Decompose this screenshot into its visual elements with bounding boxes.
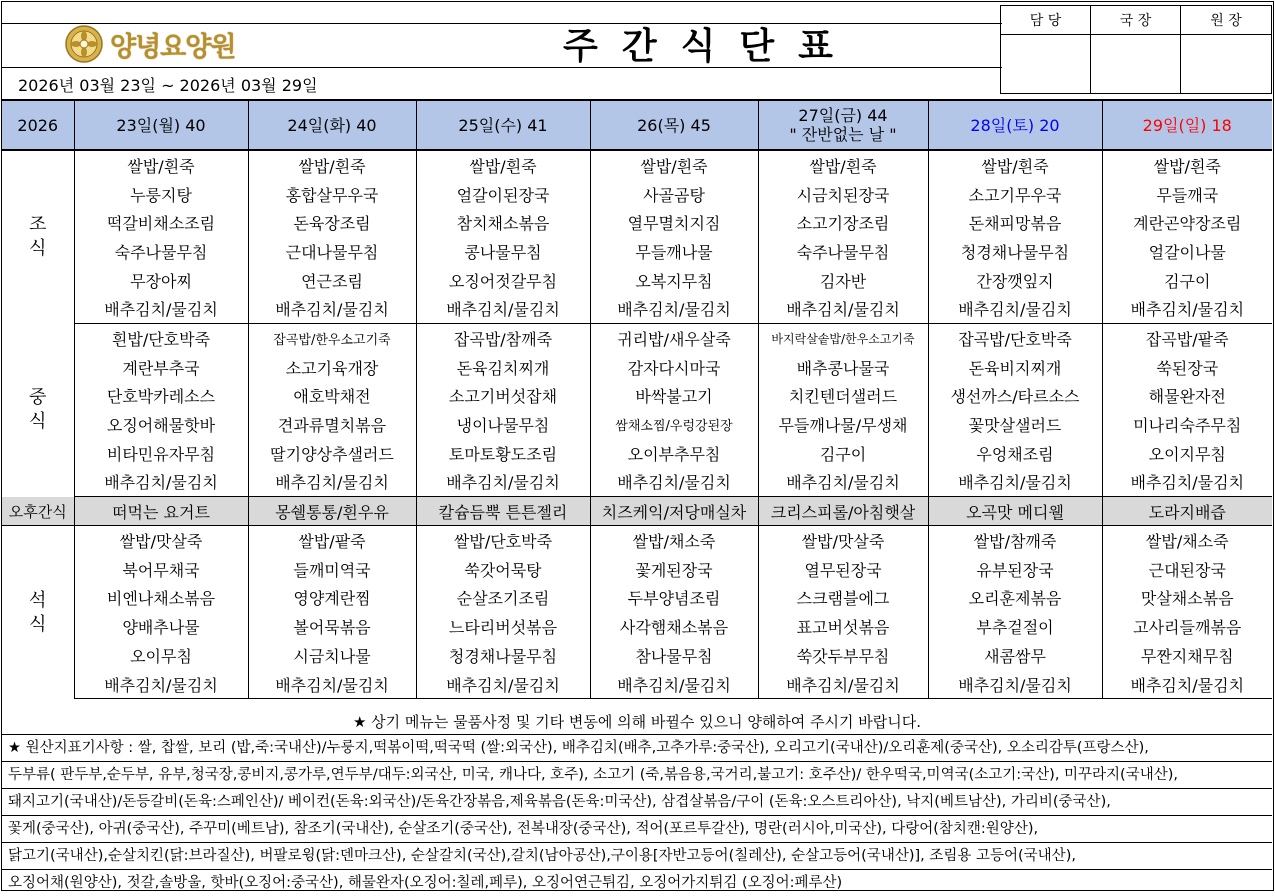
menu-cell: 배추김치/물김치 [758, 468, 928, 497]
day-header: 24일(화) 40 [248, 100, 416, 150]
menu-cell: 귀리밥/새우살죽 [590, 324, 758, 353]
menu-cell: 무들깨국 [1156, 185, 1219, 205]
dinner-row [2, 641, 1272, 670]
menu-cell: 배추김치/물김치 [928, 468, 1102, 497]
menu-cell: 딸기양상추샐러드 [248, 439, 416, 468]
snack-cell: 도라지배즙 [1102, 497, 1272, 526]
breakfast-row [2, 237, 1272, 266]
menu-cell: 볼어묵볶음 [248, 612, 416, 641]
lunch-row [2, 382, 1272, 411]
snack-cell: 칼슘듬뿍 튼튼젤리 [416, 497, 590, 526]
menu-cell: 연근조림 [248, 266, 416, 295]
menu-cell: 오징어젓갈무침 [416, 266, 590, 295]
breakfast-section [2, 150, 1272, 324]
menu-cell: 해물완자전 [1148, 387, 1226, 407]
header-rule [2, 23, 1002, 24]
menu-cell: 양배추나물 [74, 612, 248, 641]
menu-cell: 배추김치/물김치 [758, 294, 928, 323]
page-title: 주간식단표 [563, 26, 857, 67]
menu-cell: 얼갈이나물 [1148, 242, 1226, 262]
menu-cell: 홍합살무우국 [248, 180, 416, 209]
day-header: 25일(수) 41 [416, 100, 590, 150]
lunch-row [2, 468, 1272, 497]
approval-label: 원 장 [1181, 6, 1272, 35]
menu-cell: 유부된장국 [928, 555, 1102, 584]
menu-cell: 돈육장조림 [248, 208, 416, 237]
menu-cell: 배추김치/물김치 [416, 670, 590, 699]
menu-cell: 배추김치/물김치 [248, 294, 416, 323]
menu-cell: 오이부추무침 [590, 439, 758, 468]
menu-cell: 얼갈이된장국 [416, 180, 590, 209]
day-header-saturday: 28일(토) 20 [928, 100, 1102, 150]
menu-cell: 배추김치/물김치 [74, 294, 248, 323]
dinner-row [2, 612, 1272, 641]
meal-label-dinner: 석 식 [2, 526, 74, 699]
menu-cell: 들깨미역국 [248, 555, 416, 584]
menu-cell: 오이지무침 [1148, 444, 1226, 464]
menu-cell: 바싹불고기 [590, 382, 758, 411]
lunch-row [2, 439, 1272, 468]
year-cell: 2026 [2, 100, 74, 150]
menu-cell: 바지락살솥밥/한우소고기죽 [758, 324, 928, 353]
approval-sign-cell[interactable] [1181, 35, 1272, 94]
origin-line: 꽃게(중국산), 아귀(중국산), 주꾸미(베트남), 참조기(국내산), 순살조기(중국산), 전복내장(중국산), 적어(포르투갈산), 명란(러시아,미국산), 다랑어(참치캔:원양산), [2, 816, 1272, 843]
menu-cell: 배추김치/물김치 [1102, 294, 1272, 323]
menu-cell: 미나리숙주무침 [1133, 416, 1242, 436]
menu-cell: 쌀밥/흰죽 [248, 150, 416, 180]
menu-cell: 떡갈비채소조림 [74, 208, 248, 237]
breakfast-row [2, 180, 1272, 209]
menu-cell: 견과류멸치볶음 [248, 410, 416, 439]
menu-cell: 근대나물무침 [248, 237, 416, 266]
menu-cell: 근대된장국 [1148, 560, 1226, 580]
menu-cell: 소고기무우국 [928, 180, 1102, 209]
menu-cell: 흰밥/단호박죽 [74, 324, 248, 353]
menu-cell: 열무된장국 [758, 555, 928, 584]
dinner-section [2, 526, 1272, 699]
menu-cell: 스크램블에그 [758, 584, 928, 613]
day-header-sunday: 29일(일) 18 [1102, 100, 1272, 150]
menu-cell: 돈채피망볶음 [928, 208, 1102, 237]
menu-cell: 쑥된장국 [1156, 358, 1219, 378]
breakfast-row [2, 208, 1272, 237]
menu-cell: 청경채나물무침 [928, 237, 1102, 266]
logo-text: 양녕요양원 [110, 31, 236, 63]
menu-cell: 배추김치/물김치 [928, 294, 1102, 323]
menu-cell: 영양계란찜 [248, 584, 416, 613]
menu-cell: 시금치된장국 [758, 180, 928, 209]
menu-cell: 사각햄채소볶음 [590, 612, 758, 641]
menu-cell: 쌀밥/채소죽 [1145, 532, 1229, 552]
menu-cell: 배추김치/물김치 [416, 468, 590, 497]
menu-cell: 배추김치/물김치 [74, 468, 248, 497]
menu-cell: 김구이 [758, 439, 928, 468]
menu-cell: 쌀밥/흰죽 [1153, 156, 1221, 176]
menu-cell: 새콤쌈무 [928, 641, 1102, 670]
menu-cell: 돈육비지찌개 [928, 353, 1102, 382]
origin-line: 돼지고기(국내산)/돈등갈비(돈육:스페인산)/ 베이컨(돈육:외국산)/돈육간장볶음,제육볶음(돈육:미국산), 삼겹살볶음/구이 (돈육:오스트리아산), 낙지(베트남산), 가리비(중국산), [2, 789, 1272, 816]
menu-cell: 오리훈제볶음 [928, 584, 1102, 613]
menu-cell: 냉이나물무침 [416, 410, 590, 439]
menu-cell: 쌈채소찜/우렁강된장 [590, 410, 758, 439]
menu-cell: 참치채소볶음 [416, 208, 590, 237]
lotus-emblem-icon [64, 24, 104, 64]
approval-label: 담 당 [1001, 6, 1091, 35]
menu-cell: 감자다시마국 [590, 353, 758, 382]
menu-cell: 쑥갓두부무침 [758, 641, 928, 670]
menu-cell: 돈육김치찌개 [416, 353, 590, 382]
meal-label-breakfast: 조 식 [2, 150, 74, 324]
menu-cell: 소고기육개장 [248, 353, 416, 382]
menu-cell: 꽃맛살샐러드 [928, 410, 1102, 439]
menu-cell: 오복지무침 [590, 266, 758, 295]
menu-cell: 잡곡밥/팥죽 [1145, 329, 1229, 349]
snack-cell: 오곡맛 메디웰 [928, 497, 1102, 526]
menu-cell: 간장깻잎지 [928, 266, 1102, 295]
menu-cell: 비엔나채소볶음 [74, 584, 248, 613]
menu-cell: 열무멸치지짐 [590, 208, 758, 237]
menu-cell: 김구이 [1164, 271, 1211, 291]
header-rule [2, 67, 1002, 68]
snack-cell: 치즈케익/저당매실차 [590, 497, 758, 526]
menu-cell: 계란곤약장조림 [1133, 214, 1242, 234]
dinner-row [2, 555, 1272, 584]
menu-cell: 생선까스/타르소스 [928, 382, 1102, 411]
menu-cell: 쌀밥/흰죽 [758, 150, 928, 180]
menu-cell: 맛살채소볶음 [1140, 589, 1234, 609]
lunch-section [2, 324, 1272, 497]
snack-cell: 떠먹는 요거트 [74, 497, 248, 526]
menu-cell: 토마토황도조림 [416, 439, 590, 468]
notice-text: ★ 상기 메뉴는 물품사정 및 기타 변동에 의해 바뀔수 있으니 양해하여 주시기 바랍니다. [2, 710, 1272, 735]
date-range: 2026년 03월 23일 ~ 2026년 03월 29일 [18, 76, 318, 95]
menu-cell: 쌀밥/참깨죽 [928, 526, 1102, 555]
origin-line: 오징어채(원양산), 젓갈,솔방울, 핫바(오징어:중국산), 해물완자(오징어:칠레,페루), 오징어연근튀김, 오징어가지튀김 (오징어:페루산) [8, 875, 843, 891]
dinner-row [2, 670, 1272, 699]
menu-cell: 표고버섯볶음 [758, 612, 928, 641]
menu-cell: 잡곡밥/한우소고기죽 [248, 324, 416, 353]
approval-sign-cell[interactable] [1091, 35, 1181, 94]
meal-label-lunch: 중 식 [2, 324, 74, 497]
menu-cell: 배추김치/물김치 [590, 294, 758, 323]
menu-cell: 배추김치/물김치 [590, 468, 758, 497]
menu-cell: 잡곡밥/참깨죽 [416, 324, 590, 353]
menu-cell: 쌀밥/흰죽 [590, 150, 758, 180]
menu-cell: 숙주나물무침 [74, 237, 248, 266]
day-header [758, 100, 928, 150]
menu-cell: 참나물무침 [590, 641, 758, 670]
menu-cell: 쌀밥/흰죽 [74, 150, 248, 180]
snack-row [2, 497, 1272, 526]
menu-cell: 쌀밥/흰죽 [416, 150, 590, 180]
snack-cell: 크리스피롤/아침햇살 [758, 497, 928, 526]
day-header: 23일(월) 40 [74, 100, 248, 150]
menu-cell: 소고기버섯잡채 [416, 382, 590, 411]
menu-cell: 쌀밥/흰죽 [928, 150, 1102, 180]
menu-cell: 쌀밥/팥죽 [248, 526, 416, 555]
menu-cell: 부추겉절이 [928, 612, 1102, 641]
origin-line: ★ 원산지표기사항 : 쌀, 찹쌀, 보리 (밥,죽:국내산)/누룽지,떡볶이떡,떡국떡 (쌀:외국산), 배추김치(배추,고추가루:중국산), 오리고기(국내산)/오리훈제(중국산), 오소리감투(프랑스산), [2, 735, 1272, 762]
menu-cell: 치킨텐더샐러드 [758, 382, 928, 411]
menu-cell: 느타리버섯볶음 [416, 612, 590, 641]
lunch-row [2, 410, 1272, 439]
menu-cell: 비타민유자무침 [74, 439, 248, 468]
lunch-row [2, 353, 1272, 382]
menu-cell: 오이무침 [74, 641, 248, 670]
breakfast-row [2, 294, 1272, 323]
menu-cell: 배추김치/물김치 [74, 670, 248, 699]
menu-cell: 잡곡밥/단호박죽 [928, 324, 1102, 353]
notes-section [2, 710, 1272, 896]
menu-cell: 애호박채전 [248, 382, 416, 411]
menu-cell: 배추김치/물김치 [928, 670, 1102, 699]
menu-cell: 두부양념조림 [590, 584, 758, 613]
menu-cell: 무들깨나물/무생채 [758, 410, 928, 439]
day-header: 26(목) 45 [590, 100, 758, 150]
menu-cell: 콩나물무침 [416, 237, 590, 266]
menu-table [2, 99, 1272, 699]
menu-cell: 배추김치/물김치 [758, 670, 928, 699]
menu-cell: 배추김치/물김치 [248, 670, 416, 699]
approval-sign-cell[interactable] [1001, 35, 1091, 94]
lunch-row [2, 324, 1272, 353]
menu-cell: 소고기장조림 [758, 208, 928, 237]
logo [64, 24, 235, 64]
menu-cell: 배추콩나물국 [758, 353, 928, 382]
approval-label: 국 장 [1091, 6, 1181, 35]
menu-cell: 고사리들깨볶음 [1133, 618, 1242, 638]
menu-cell: 순살조기조림 [416, 584, 590, 613]
breakfast-row [2, 150, 1272, 180]
menu-cell: 시금치나물 [248, 641, 416, 670]
menu-cell: 무들깨나물 [590, 237, 758, 266]
origin-line: 닭고기(국내산),순살치킨(닭:브라질산), 버팔로윙(닭:덴마크산), 순살갈치(국산),갈치(남아공산),구이용[자반고등어(칠레산), 순살고등어(국내산)], 조림용 고등어(국내산), [2, 843, 1272, 870]
menu-cell: 계란부추국 [74, 353, 248, 382]
dinner-row [2, 584, 1272, 613]
menu-cell: 숙주나물무침 [758, 237, 928, 266]
menu-cell: 쌀밥/맛살죽 [758, 526, 928, 555]
day-header-row [2, 100, 1272, 150]
menu-cell: 무장아찌 [74, 266, 248, 295]
menu-cell: 사골곰탕 [590, 180, 758, 209]
day-header-note: " 잔반없는 날 " [789, 125, 897, 144]
menu-cell: 배추김치/물김치 [590, 670, 758, 699]
approval-box [1000, 5, 1272, 94]
menu-cell: 북어무채국 [74, 555, 248, 584]
menu-cell: 쌀밥/맛살죽 [74, 526, 248, 555]
snack-cell: 몽쉘통통/흰우유 [248, 497, 416, 526]
menu-cell: 배추김치/물김치 [416, 294, 590, 323]
breakfast-row [2, 266, 1272, 295]
menu-cell: 김자반 [758, 266, 928, 295]
dinner-row [2, 526, 1272, 555]
menu-cell: 배추김치/물김치 [1102, 468, 1272, 497]
origin-line: 두부류( 판두부,순두부, 유부,청국장,콩비지,콩가루,연두부/대두:외국산, 미국, 캐나다, 호주), 소고기 (죽,볶음용,국거리,불고기: 호주산)/ 한우떡국,미역국(소고기:국산), 미꾸라지(국내산), [2, 762, 1272, 789]
menu-cell: 누룽지탕 [74, 180, 248, 209]
menu-cell: 쌀밥/채소죽 [590, 526, 758, 555]
meal-label-snack: 오후간식 [2, 497, 74, 526]
menu-cell: 단호박카레소스 [74, 382, 248, 411]
menu-cell: 청경채나물무침 [416, 641, 590, 670]
menu-cell: 쑥갓어묵탕 [416, 555, 590, 584]
day-header-label: 27일(금) 44 [798, 106, 888, 125]
menu-cell: 배추김치/물김치 [248, 468, 416, 497]
menu-cell: 쌀밥/단호박죽 [416, 526, 590, 555]
menu-cell: 무짠지채무침 [1140, 646, 1234, 666]
menu-cell: 우엉채조림 [928, 439, 1102, 468]
menu-cell: 오징어해물핫바 [74, 410, 248, 439]
menu-cell: 꽃게된장국 [590, 555, 758, 584]
menu-cell: 배추김치/물김치 [1102, 670, 1272, 699]
